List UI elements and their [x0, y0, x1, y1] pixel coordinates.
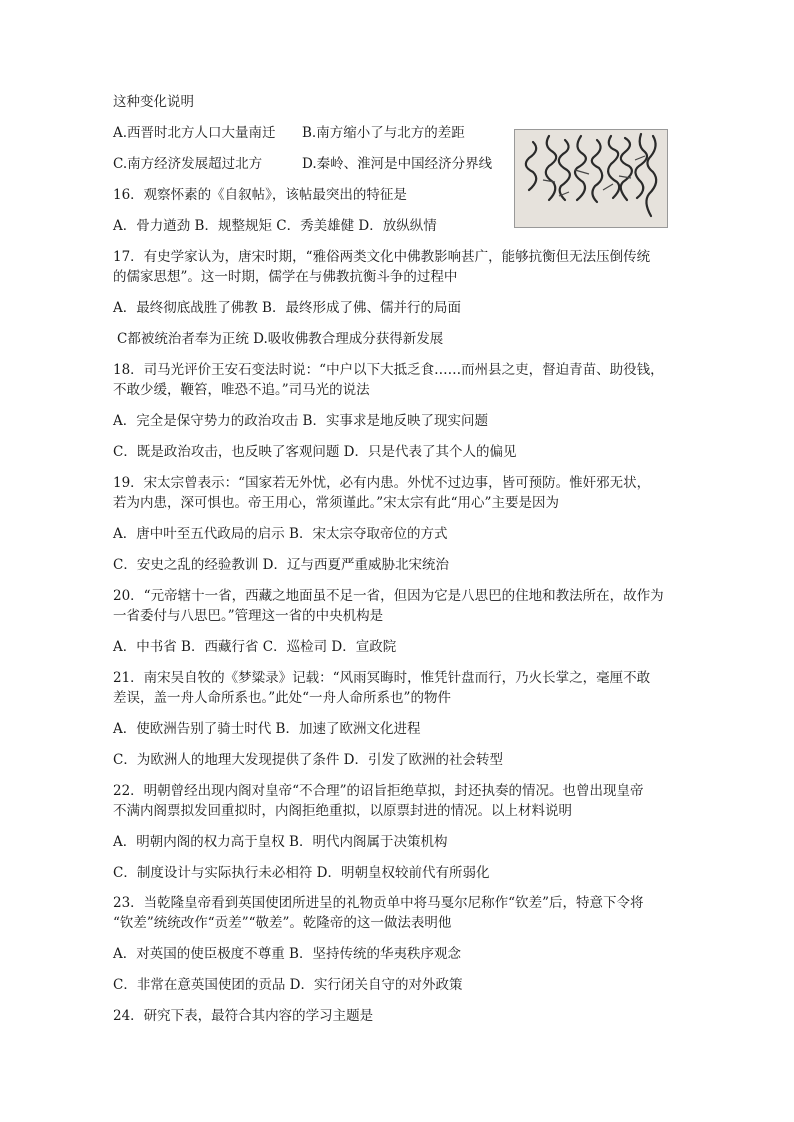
q20-options: A．中书省 B．西藏行省 C．巡检司 D．宣政院	[113, 639, 397, 655]
q23-options-cd: C．非常在意英国使团的贡品 D．实行闭关自守的对外政策	[113, 977, 463, 993]
calligraphy-strokes	[515, 130, 667, 227]
q21-options-cd: C．为欧洲人的地理大发现提供了条件 D．引发了欧洲的社会转型	[113, 752, 503, 768]
q22-options-ab: A．明朝内阁的权力高于皇权 B．明代内阁属于决策机构	[113, 834, 448, 850]
q15-stem-tail: 这种变化说明	[113, 94, 194, 110]
q19-options-ab: A．唐中叶至五代政局的启示 B．宋太宗夺取帝位的方式	[113, 526, 448, 542]
q23-options-ab: A．对英国的使臣极度不尊重 B．坚持传统的华夷秩序观念	[113, 946, 461, 962]
calligraphy-image	[514, 129, 668, 228]
q15-option-a: A.西晋时北方人口大量南迁	[113, 125, 276, 141]
q17-options-cd: C都被统治者奉为正统 D.吸收佛教合理成分获得新发展	[117, 331, 444, 347]
q18-stem-line1: 18．司马光评价王安石变法时说：“中户以下大抵乏食……而州县之吏，督迫青苗、助役钱，	[113, 362, 664, 378]
q20-stem-line1: 20．“元帝辖十一省，西藏之地面虽不足一省，但因为它是八思巴的住地和教法所在，故作为	[113, 588, 664, 604]
q22-options-cd: C．制度设计与实际执行未必相符 D．明朝皇权较前代有所弱化	[113, 865, 490, 881]
q18-options-ab: A．完全是保守势力的政治攻击 B．实事求是地反映了现实问题	[113, 413, 488, 429]
q17-stem-line2: 的儒家思想”。这一时期，儒学在与佛教抗衡斗争的过程中	[113, 269, 458, 285]
q17-options-ab: A．最终彻底战胜了佛教 B．最终形成了佛、儒并行的局面	[113, 300, 461, 316]
q21-stem-line1: 21．南宋吴自牧的《梦粱录》记载：“风雨冥晦时，惟凭针盘而行，乃火长掌之，毫厘不敢	[113, 670, 651, 686]
q20-stem-line2: 一省委付与八思巴。”管理这一省的中央机构是	[113, 608, 384, 624]
q15-option-c: C.南方经济发展超过北方	[113, 156, 263, 172]
q15-option-b: B.南方缩小了与北方的差距	[302, 125, 465, 141]
q22-stem-line1: 22．明朝曾经出现内阁对皇帝“不合理”的诏旨拒绝草拟，封还执奏的情况。也曾出现皇帝	[113, 783, 644, 799]
q23-stem-line2: “钦差”统统改作“贡差”“敬差”。乾隆帝的这一做法表明他	[113, 915, 452, 931]
q18-options-cd: C．既是政治攻击，也反映了客观问题 D．只是代表了其个人的偏见	[113, 444, 517, 460]
q23-stem-line1: 23．当乾隆皇帝看到英国使团所进呈的礼物贡单中将马戛尔尼称作“钦差”后，特意下令将	[113, 895, 644, 911]
q22-stem-line2: 不满内阁票拟发回重拟时，内阁拒绝重拟，以原票封进的情况。以上材料说明	[113, 803, 572, 819]
q16-options: A．骨力遒劲 B．规整规矩 C．秀美雄健 D．放纵纵情	[113, 218, 437, 234]
q16-stem: 16．观察怀素的《自叙帖》，该帖最突出的特征是	[113, 187, 407, 203]
q19-options-cd: C．安史之乱的经验教训 D．辽与西夏严重威胁北宋统治	[113, 557, 449, 573]
q15-option-d: D.秦岭、淮河是中国经济分界线	[302, 156, 493, 172]
q21-stem-line2: 差误，盖一舟人命所系也。”此处“一舟人命所系也”的物件	[113, 690, 451, 706]
q19-stem-line1: 19．宋太宗曾表示：“国家若无外忧，必有内患。外忧不过边事，皆可预防。惟奸邪无状，	[113, 475, 651, 491]
q17-stem-line1: 17．有史学家认为，唐宋时期，“雅俗两类文化中佛教影响甚广，能够抗衡但无法压倒传统	[113, 249, 651, 265]
q18-stem-line2: 不敢少缓，鞭笞，唯恐不追。”司马光的说法	[113, 382, 370, 398]
q21-options-ab: A．使欧洲告别了骑士时代 B．加速了欧洲文化进程	[113, 721, 421, 737]
q24-stem: 24．研究下表，最符合其内容的学习主题是	[113, 1008, 374, 1024]
q19-stem-line2: 若为内患，深可惧也。帝王用心，常须谨此。”宋太宗有此“用心”主要是因为	[113, 495, 559, 511]
